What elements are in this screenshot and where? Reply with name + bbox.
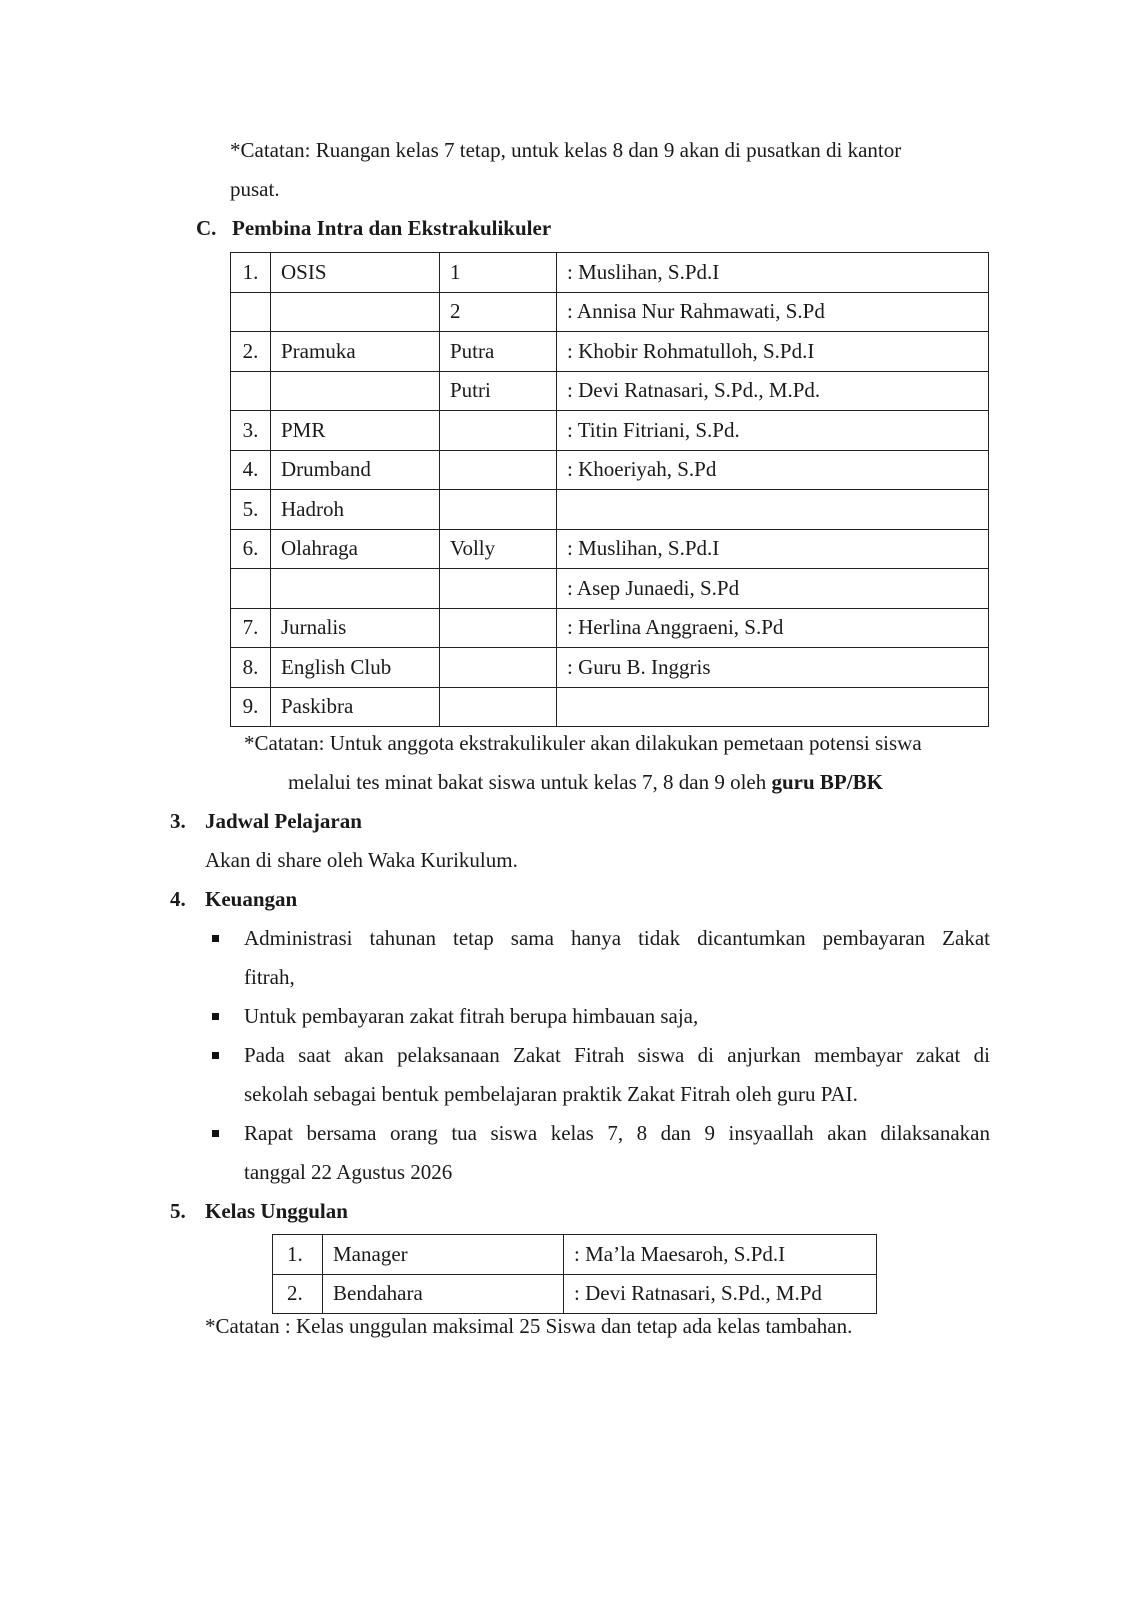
section-c-note-emphasis: guru BP/BK: [771, 770, 883, 794]
activity-subgroup: 2: [440, 292, 557, 332]
table-row: [273, 1235, 877, 1275]
supervisor-name: : Khoeriyah, S.Pd: [557, 450, 989, 490]
row-number: 8.: [231, 648, 271, 688]
bullet-icon: [212, 935, 219, 942]
activity-subgroup: [440, 569, 557, 609]
activity-name: Paskibra: [271, 687, 440, 727]
section-c-note-line-2: [288, 772, 883, 793]
table-row: [231, 608, 989, 648]
top-note-line-1: *Catatan: Ruangan kelas 7 tetap, untuk kelas 8 dan 9 akan di pusatkan di kantor: [230, 138, 902, 162]
row-number: 1.: [273, 1235, 323, 1275]
row-number: [231, 371, 271, 411]
table-row: [231, 371, 989, 411]
row-number: 3.: [231, 411, 271, 451]
activity-subgroup: Volly: [440, 529, 557, 569]
activity-subgroup: [440, 490, 557, 530]
section-3-text: Akan di share oleh Waka Kurikulum.: [205, 848, 518, 872]
activity-subgroup: [440, 450, 557, 490]
top-note-line-2: pusat.: [230, 177, 280, 201]
row-number: 9.: [231, 687, 271, 727]
row-number: 4.: [231, 450, 271, 490]
activity-name: [271, 569, 440, 609]
section-c-title: Pembina Intra dan Ekstrakulikuler: [232, 216, 552, 240]
table-row: [231, 687, 989, 727]
activity-subgroup: [440, 411, 557, 451]
section-5-note: *Catatan : Kelas unggulan maksimal 25 Siswa dan tetap ada kelas tambahan.: [205, 1314, 853, 1338]
bullet-icon: [212, 1130, 219, 1137]
person-name: : Devi Ratnasari, S.Pd., M.Pd: [564, 1274, 877, 1314]
activity-name: [271, 292, 440, 332]
section-5-title: Kelas Unggulan: [205, 1199, 348, 1223]
activity-subgroup: [440, 608, 557, 648]
bullet-3-line-2: sekolah sebagai bentuk pembelajaran praktik Zakat Fitrah oleh guru PAI.: [244, 1082, 858, 1106]
section-3-marker: 3.: [170, 809, 186, 833]
bullet-1-line-1: Administrasi tahunan tetap sama hanya tidak dicantumkan pembayaran Zakat: [244, 926, 990, 950]
bullet-1-line-2: fitrah,: [244, 965, 295, 989]
table-row: [231, 569, 989, 609]
bullet-icon: [212, 1052, 219, 1059]
row-number: [231, 292, 271, 332]
row-number: [231, 569, 271, 609]
supervisor-name: [557, 490, 989, 530]
activity-name: PMR: [271, 411, 440, 451]
section-4-marker: 4.: [170, 887, 186, 911]
section-3-title: Jadwal Pelajaran: [205, 809, 362, 833]
section-c-note-line-1: *Catatan: Untuk anggota ekstrakulikuler akan dilakukan pemetaan potensi siswa: [244, 731, 922, 755]
section-c-note-text: melalui tes minat bakat siswa untuk kelas 7, 8 dan 9 oleh: [288, 770, 772, 794]
supervisor-name: : Khobir Rohmatulloh, S.Pd.I: [557, 332, 989, 372]
table-row: [231, 292, 989, 332]
table-row: [231, 529, 989, 569]
supervisor-name: : Muslihan, S.Pd.I: [557, 253, 989, 293]
bullet-4-line-1: Rapat bersama orang tua siswa kelas 7, 8 dan 9 insyaallah akan dilaksanakan: [244, 1121, 990, 1145]
role-name: Bendahara: [323, 1274, 564, 1314]
extracurricular-table: [230, 252, 989, 727]
row-number: 6.: [231, 529, 271, 569]
activity-subgroup: Putra: [440, 332, 557, 372]
row-number: 2.: [273, 1274, 323, 1314]
supervisor-name: : Annisa Nur Rahmawati, S.Pd: [557, 292, 989, 332]
activity-name: [271, 371, 440, 411]
activity-subgroup: Putri: [440, 371, 557, 411]
supervisor-name: : Guru B. Inggris: [557, 648, 989, 688]
table-row: [231, 332, 989, 372]
activity-subgroup: [440, 648, 557, 688]
bullet-4-line-2: tanggal 22 Agustus 2026: [244, 1160, 453, 1184]
activity-name: OSIS: [271, 253, 440, 293]
supervisor-name: : Asep Junaedi, S.Pd: [557, 569, 989, 609]
bullet-2-line-1: Untuk pembayaran zakat fitrah berupa himbauan saja,: [244, 1004, 699, 1028]
section-5-marker: 5.: [170, 1199, 186, 1223]
supervisor-name: [557, 687, 989, 727]
row-number: 7.: [231, 608, 271, 648]
section-4-title: Keuangan: [205, 887, 298, 911]
table-row: [231, 490, 989, 530]
bullet-icon: [212, 1013, 219, 1020]
activity-name: English Club: [271, 648, 440, 688]
activity-subgroup: 1: [440, 253, 557, 293]
table-row: [231, 450, 989, 490]
row-number: 5.: [231, 490, 271, 530]
row-number: 1.: [231, 253, 271, 293]
table-row: [231, 253, 989, 293]
supervisor-name: : Devi Ratnasari, S.Pd., M.Pd.: [557, 371, 989, 411]
supervisor-name: : Muslihan, S.Pd.I: [557, 529, 989, 569]
supervisor-name: : Titin Fitriani, S.Pd.: [557, 411, 989, 451]
activity-name: Olahraga: [271, 529, 440, 569]
table-row: [231, 411, 989, 451]
role-name: Manager: [323, 1235, 564, 1275]
supervisor-name: : Herlina Anggraeni, S.Pd: [557, 608, 989, 648]
bullet-3-line-1: Pada saat akan pelaksanaan Zakat Fitrah siswa di anjurkan membayar zakat di: [244, 1043, 990, 1067]
table-row: [273, 1274, 877, 1314]
activity-name: Pramuka: [271, 332, 440, 372]
featured-class-table: [272, 1234, 877, 1314]
table-row: [231, 648, 989, 688]
activity-name: Jurnalis: [271, 608, 440, 648]
person-name: : Ma’la Maesaroh, S.Pd.I: [564, 1235, 877, 1275]
activity-name: Drumband: [271, 450, 440, 490]
activity-subgroup: [440, 687, 557, 727]
section-c-marker: C.: [196, 216, 217, 240]
activity-name: Hadroh: [271, 490, 440, 530]
row-number: 2.: [231, 332, 271, 372]
